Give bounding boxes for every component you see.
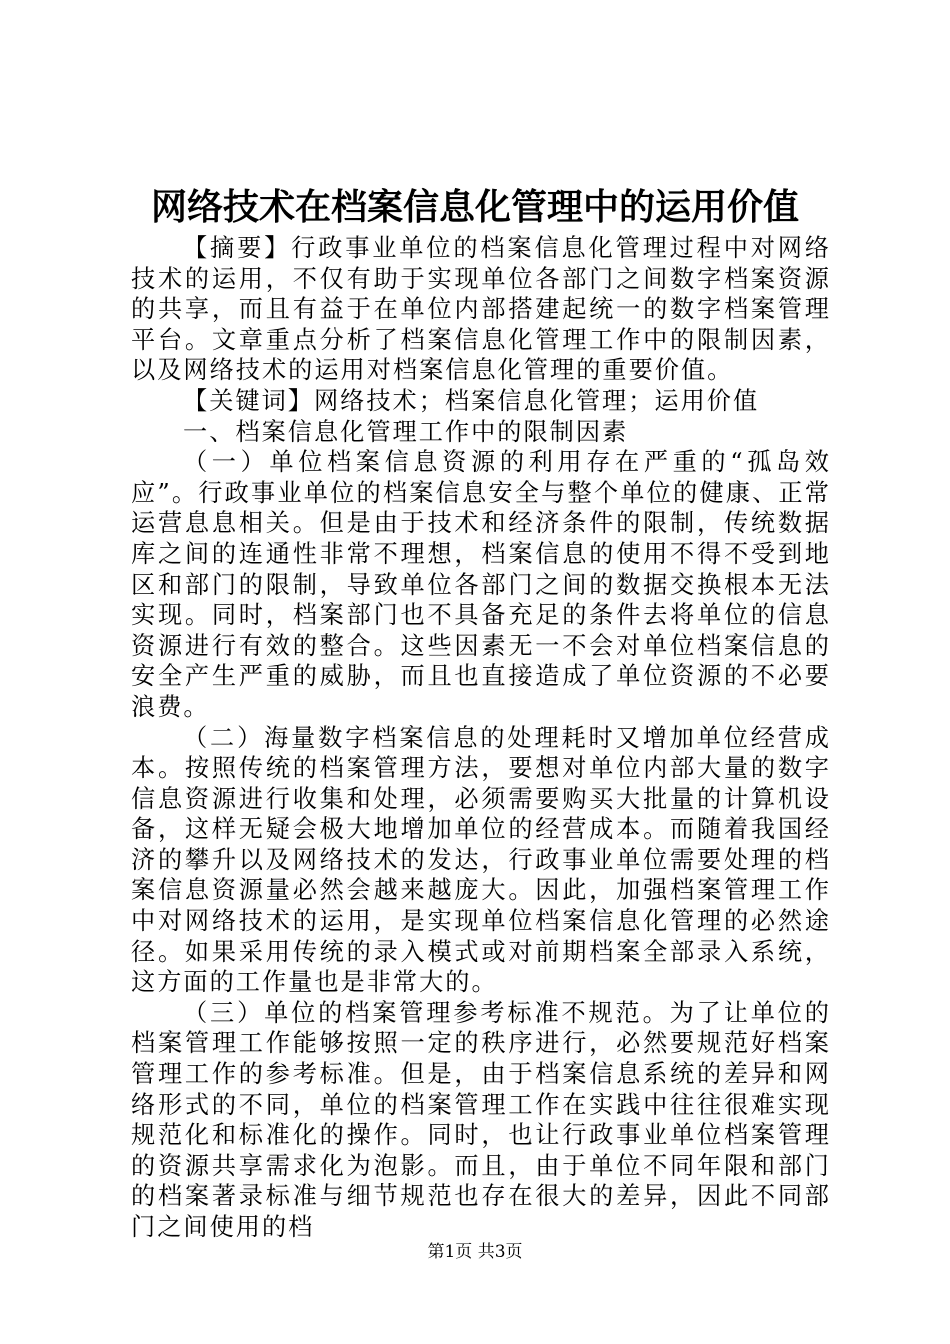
- body-paragraph: （二）海量数字档案信息的处理耗时又增加单位经营成本。按照传统的档案管理方法，要想对单位内部大量的数字信息资源进行收集和处理，必须需要购买大批量的计算机设备，这样无疑会极大地增加单位的经营成本。而随着我国经济的攀升以及网络技术的发达，行政事业单位需要处理的档案信息资源量必然会越来越庞大。因此，加强档案管理工作中对网络技术的运用，是实现单位档案信息化管理的必然途径。如果采用传统的录入模式或对前期档案全部录入系统，这方面的工作量也是非常大的。: [131, 723, 831, 997]
- page-footer: 第1页 共3页: [427, 1242, 523, 1262]
- body-paragraph: （三）单位的档案管理参考标准不规范。为了让单位的档案管理工作能够按照一定的秩序进行，必然要规范好档案管理工作的参考标准。但是，由于档案信息系统的差异和网络形式的不同，单位的档案管理工作在实践中往往很难实现规范化和标准化的操作。同时，也让行政事业单位档案管理的资源共享需求化为泡影。而且，由于单位不同年限和部门的档案著录标准与细节规范也存在很大的差异，因此不同部门之间使用的档: [131, 998, 831, 1241]
- abstract-paragraph: 【摘要】行政事业单位的档案信息化管理过程中对网络技术的运用，不仅有助于实现单位各部门之间数字档案资源的共享，而且有益于在单位内部搭建起统一的数字档案管理平台。文章重点分析了档案信息化管理工作中的限制因素，以及网络技术的运用对档案信息化管理的重要价值。: [131, 234, 831, 385]
- document-body: [131, 233, 831, 1243]
- keywords-paragraph: 【关键词】网络技术；档案信息化管理；运用价值: [183, 386, 760, 415]
- section-heading: 一、档案信息化管理工作中的限制因素: [183, 417, 629, 446]
- page-title: 网络技术在档案信息化管理中的运用价值: [150, 187, 799, 228]
- body-paragraph: （一）单位档案信息资源的利用存在严重的“孤岛效应”。行政事业单位的档案信息安全与整个单位的健康、正常运营息息相关。但是由于技术和经济条件的限制，传统数据库之间的连通性非常不理想，档案信息的使用不得不受到地区和部门的限制，导致单位各部门之间的数据交换根本无法实现。同时，档案部门也不具备充足的条件去将单位的信息资源进行有效的整合。这些因素无一不会对单位档案信息的安全产生严重的威胁，而且也直接造成了单位资源的不必要浪费。: [131, 448, 831, 721]
